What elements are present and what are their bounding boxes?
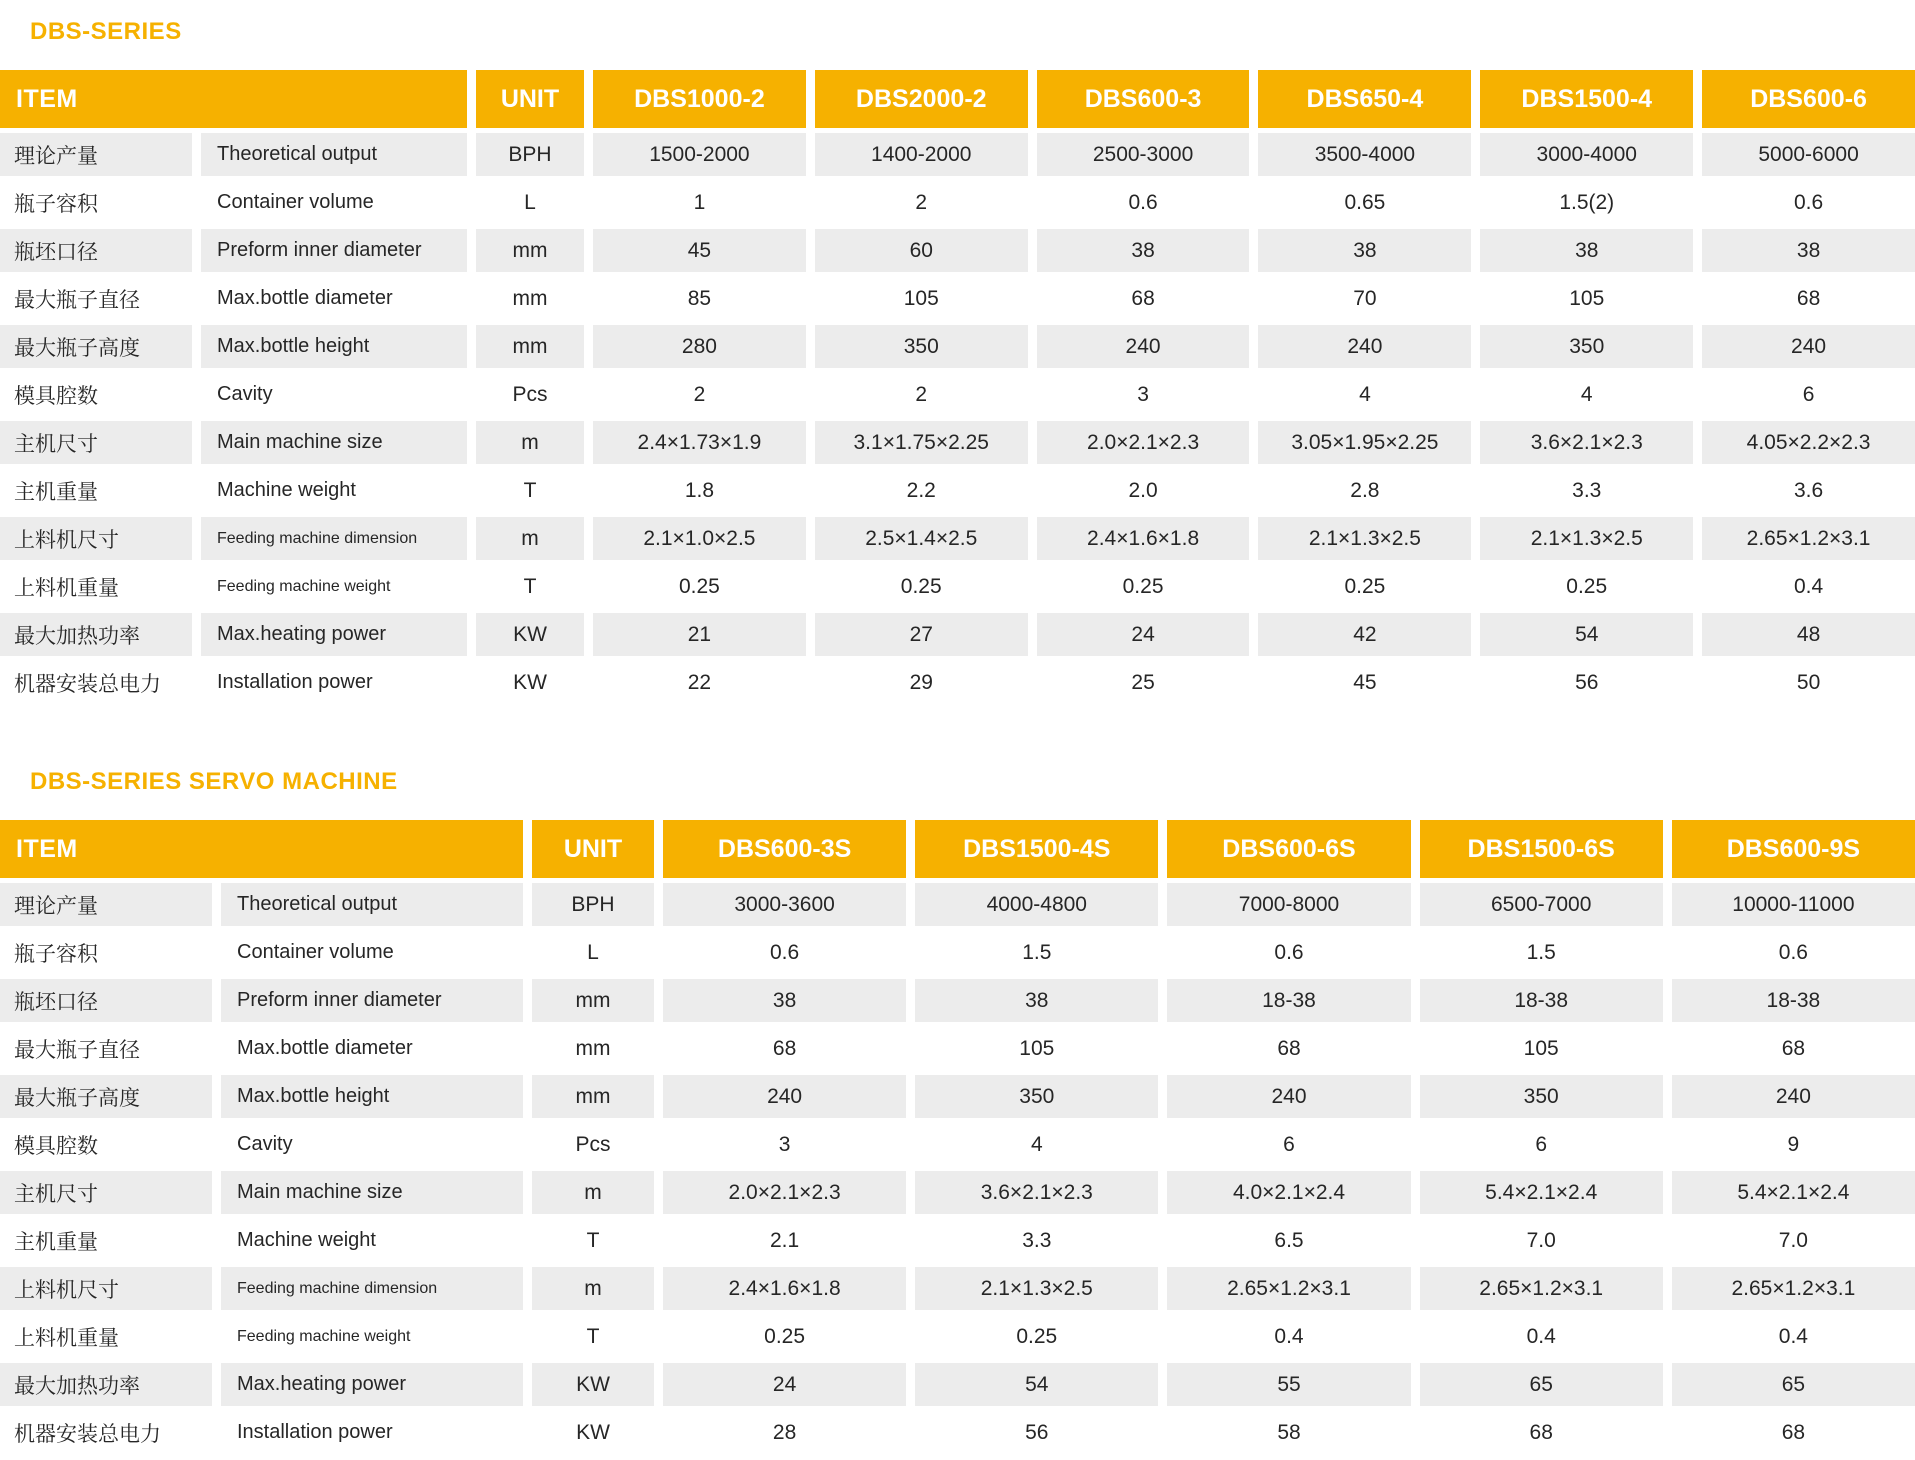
table-row (0, 373, 1915, 416)
spec-value-cell: 0.25 (678, 574, 720, 598)
table-row (0, 1267, 1915, 1310)
spec-value-cell: 105 (1019, 1036, 1055, 1060)
spec-value-cell: 0.4 (1778, 1324, 1808, 1348)
row-label-zh: 理论产量 (0, 133, 192, 176)
spec-value-cell: 6 (1283, 1132, 1295, 1156)
spec-value-cell: 3.1×1.75×2.25 (815, 421, 1028, 464)
spec-value-cell: 4 (1359, 382, 1371, 406)
row-unit: T (523, 478, 537, 502)
spec-value-cell: 3.6×2.1×2.3 (1480, 421, 1693, 464)
model-header-cell: DBS1500-4 (1480, 70, 1693, 128)
spec-value-cell: 2.65×1.2×3.1 (1420, 1267, 1663, 1310)
row-unit: mm (476, 325, 584, 368)
spec-value-cell: 38 (663, 979, 906, 1022)
spec-value-cell: 3000-3600 (663, 883, 906, 926)
table-row (0, 883, 1915, 926)
spec-value-cell: 68 (1781, 1420, 1806, 1444)
row-label-en: Max.heating power (221, 1363, 523, 1406)
spec-value-cell: 0.6 (1128, 190, 1158, 214)
row-unit: KW (513, 670, 547, 694)
table-row (0, 421, 1915, 464)
row-label-zh: 最大瓶子高度 (0, 1075, 212, 1118)
row-label-zh: 上料机重量 (14, 576, 119, 600)
spec-value-cell: 3 (778, 1132, 791, 1156)
table-row (0, 1027, 1915, 1070)
spec-value-cell: 21 (593, 613, 806, 656)
spec-value-cell: 2.0 (1128, 478, 1158, 502)
row-label-zh: 瓶坯口径 (0, 979, 212, 1022)
spec-value-cell: 2.0×2.1×2.3 (1037, 421, 1250, 464)
spec-value-cell: 2.1 (769, 1228, 800, 1252)
row-unit: m (476, 517, 584, 560)
row-label-en: Feeding machine weight (217, 577, 391, 595)
row-label-zh: 最大瓶子直径 (14, 1038, 140, 1062)
row-label-en: Preform inner diameter (221, 979, 523, 1022)
row-label-en: Feeding machine dimension (221, 1267, 523, 1310)
spec-value-cell: 0.25 (1122, 574, 1164, 598)
spec-value-cell: 350 (1420, 1075, 1663, 1118)
spec-value-cell: 68 (1796, 286, 1821, 310)
spec-value-cell: 2.0×2.1×2.3 (663, 1171, 906, 1214)
row-unit: mm (575, 1036, 611, 1060)
row-unit: Pcs (512, 382, 548, 406)
spec-value-cell: 2.1×1.3×2.5 (1480, 517, 1693, 560)
model-header-cell: DBS600-6S (1167, 820, 1410, 878)
spec-value-cell: 7.0 (1778, 1228, 1808, 1252)
spec-value-cell: 0.25 (1344, 574, 1386, 598)
table-row (0, 565, 1915, 608)
row-label-en: Main machine size (201, 421, 467, 464)
spec-value-cell: 2.8 (1350, 478, 1380, 502)
table-row (0, 517, 1915, 560)
row-label-zh: 机器安装总电力 (14, 1422, 161, 1446)
spec-value-cell: 3.3 (1572, 478, 1602, 502)
spec-value-cell: 7.0 (1526, 1228, 1556, 1252)
row-label-en: Main machine size (221, 1171, 523, 1214)
spec-value-cell: 0.4 (1526, 1324, 1556, 1348)
spec-value-cell: 0.65 (1344, 190, 1386, 214)
model-header-cell: DBS600-9S (1672, 820, 1915, 878)
spec-value-cell: 56 (1575, 670, 1599, 694)
spec-value-cell: 5000-6000 (1702, 133, 1915, 176)
item-header-cell: ITEM (0, 820, 523, 878)
spec-value-cell: 4 (1580, 382, 1593, 406)
spec-value-cell: 105 (903, 286, 939, 310)
spec-value-cell: 2 (693, 382, 706, 406)
spec-value-cell: 29 (909, 670, 933, 694)
spec-value-cell: 3.3 (1022, 1228, 1052, 1252)
row-label-zh: 最大瓶子直径 (14, 288, 140, 312)
spec-value-cell: 24 (1037, 613, 1250, 656)
spec-value-cell: 2.65×1.2×3.1 (1702, 517, 1915, 560)
table-row (0, 1123, 1915, 1166)
row-label-en: Container volume (237, 941, 394, 963)
spec-value-cell: 240 (1258, 325, 1471, 368)
spec-value-cell: 0.6 (1793, 190, 1824, 214)
spec-value-cell: 240 (1672, 1075, 1915, 1118)
spec-value-cell: 38 (1702, 229, 1915, 272)
spec-value-cell: 42 (1258, 613, 1471, 656)
spec-value-cell: 3.6 (1793, 478, 1824, 502)
row-label-zh: 上料机尺寸 (0, 517, 192, 560)
table-header-row (0, 820, 1915, 878)
spec-value-cell: 0.25 (1566, 574, 1608, 598)
spec-value-cell: 2.1×1.0×2.5 (593, 517, 806, 560)
spec-value-cell: 38 (1258, 229, 1471, 272)
table-row (0, 229, 1915, 272)
row-label-zh: 最大加热功率 (0, 1363, 212, 1406)
spec-value-cell: 0.25 (1016, 1324, 1058, 1348)
row-label-en: Max.bottle diameter (237, 1037, 413, 1059)
spec-value-cell: 5.4×2.1×2.4 (1420, 1171, 1663, 1214)
model-header-cell: DBS600-6 (1702, 70, 1915, 128)
spec-value-cell: 1.5(2) (1559, 190, 1615, 214)
row-unit: KW (532, 1363, 654, 1406)
row-unit: mm (532, 1075, 654, 1118)
spec-value-cell: 38 (915, 979, 1158, 1022)
model-header-cell: DBS600-3 (1037, 70, 1250, 128)
spec-value-cell: 3 (1137, 382, 1149, 406)
row-label-en: Installation power (237, 1421, 393, 1443)
spec-value-cell: 4.0×2.1×2.4 (1167, 1171, 1410, 1214)
spec-table-dbs-series (0, 70, 1915, 704)
row-label-zh: 最大加热功率 (0, 613, 192, 656)
row-label-zh: 主机尺寸 (0, 1171, 212, 1214)
spec-value-cell: 350 (915, 1075, 1158, 1118)
row-unit: KW (476, 613, 584, 656)
row-label-en: Theoretical output (221, 883, 523, 926)
spec-value-cell: 56 (1025, 1420, 1049, 1444)
spec-table-dbs-servo (0, 820, 1915, 1454)
spec-value-cell: 2.65×1.2×3.1 (1167, 1267, 1410, 1310)
model-header-cell: DBS650-4 (1258, 70, 1471, 128)
spec-value-cell: 3500-4000 (1258, 133, 1471, 176)
model-header-cell: DBS1500-4S (915, 820, 1158, 878)
spec-value-cell: 18-38 (1167, 979, 1410, 1022)
row-label-en: Feeding machine weight (237, 1327, 411, 1345)
row-label-en: Max.bottle height (201, 325, 467, 368)
section-title: DBS-SERIES SERVO MACHINE (30, 768, 398, 795)
model-header-cell: DBS600-3S (663, 820, 906, 878)
row-unit: T (586, 1324, 600, 1348)
spec-value-cell: 240 (1037, 325, 1250, 368)
spec-value-cell: 1.5 (1022, 940, 1052, 964)
spec-value-cell: 240 (663, 1075, 906, 1118)
spec-value-cell: 2 (915, 382, 928, 406)
spec-value-cell: 68 (772, 1036, 797, 1060)
spec-value-cell: 2.65×1.2×3.1 (1672, 1267, 1915, 1310)
spec-value-cell: 0.6 (769, 940, 800, 964)
spec-value-cell: 55 (1167, 1363, 1410, 1406)
row-unit: L (524, 190, 536, 214)
spec-value-cell: 85 (687, 286, 712, 310)
spec-value-cell: 48 (1702, 613, 1915, 656)
row-unit: mm (512, 286, 548, 310)
row-label-en: Max.bottle height (221, 1075, 523, 1118)
spec-value-cell: 1.8 (684, 478, 715, 502)
row-label-zh: 主机重量 (14, 480, 98, 504)
spec-value-cell: 70 (1353, 286, 1377, 310)
unit-header-cell: UNIT (476, 70, 584, 128)
table-row (0, 469, 1915, 512)
spec-value-cell: 0.4 (1274, 1324, 1304, 1348)
spec-value-cell: 0.4 (1793, 574, 1824, 598)
row-label-en: Feeding machine dimension (201, 517, 467, 560)
spec-value-cell: 0.25 (900, 574, 942, 598)
row-unit: m (532, 1171, 654, 1214)
row-label-zh: 模具腔数 (14, 1134, 98, 1158)
spec-value-cell: 105 (1523, 1036, 1559, 1060)
spec-value-cell: 240 (1167, 1075, 1410, 1118)
row-label-en: Max.heating power (201, 613, 467, 656)
unit-header-cell: UNIT (532, 820, 654, 878)
spec-value-cell: 1 (693, 190, 706, 214)
spec-value-cell: 68 (1529, 1420, 1553, 1444)
section-title: DBS-SERIES (30, 18, 182, 45)
row-label-en: Machine weight (217, 479, 356, 501)
spec-value-cell: 65 (1420, 1363, 1663, 1406)
row-unit: L (587, 940, 599, 964)
spec-value-cell: 68 (1131, 286, 1155, 310)
spec-value-cell: 9 (1787, 1132, 1800, 1156)
spec-value-cell: 3.05×1.95×2.25 (1258, 421, 1471, 464)
spec-value-cell: 2500-3000 (1037, 133, 1250, 176)
spec-value-cell: 4000-4800 (915, 883, 1158, 926)
item-header-cell: ITEM (0, 70, 467, 128)
model-header-cell: DBS2000-2 (815, 70, 1028, 128)
row-label-zh: 瓶坯口径 (0, 229, 192, 272)
row-unit: mm (476, 229, 584, 272)
table-row (0, 931, 1915, 974)
table-row (0, 979, 1915, 1022)
spec-value-cell: 6.5 (1274, 1228, 1304, 1252)
row-unit: T (523, 574, 537, 598)
table-row (0, 1411, 1915, 1454)
spec-value-cell: 0.6 (1274, 940, 1304, 964)
spec-value-cell: 3.6×2.1×2.3 (915, 1171, 1158, 1214)
spec-value-cell: 2.5×1.4×2.5 (815, 517, 1028, 560)
row-label-zh: 瓶子容积 (14, 192, 98, 216)
table-row (0, 325, 1915, 368)
row-label-zh: 上料机尺寸 (0, 1267, 212, 1310)
spec-value-cell: 4.05×2.2×2.3 (1702, 421, 1915, 464)
spec-value-cell: 54 (915, 1363, 1158, 1406)
spec-value-cell: 18-38 (1672, 979, 1915, 1022)
table-row (0, 1171, 1915, 1214)
row-label-en: Cavity (237, 1133, 293, 1155)
table-header-row (0, 70, 1915, 128)
spec-value-cell: 22 (687, 670, 712, 694)
row-label-en: Theoretical output (201, 133, 467, 176)
row-unit: m (476, 421, 584, 464)
spec-value-cell: 3000-4000 (1480, 133, 1693, 176)
spec-value-cell: 10000-11000 (1672, 883, 1915, 926)
spec-value-cell: 25 (1131, 670, 1155, 694)
spec-value-cell: 5.4×2.1×2.4 (1672, 1171, 1915, 1214)
table-row (0, 661, 1915, 704)
spec-value-cell: 0.25 (764, 1324, 806, 1348)
spec-value-cell: 6500-7000 (1420, 883, 1663, 926)
spec-value-cell: 350 (1480, 325, 1693, 368)
spec-value-cell: 18-38 (1420, 979, 1663, 1022)
dbs-series-section (0, 0, 1915, 704)
table-row (0, 613, 1915, 656)
row-unit: BPH (476, 133, 584, 176)
spec-value-cell: 54 (1480, 613, 1693, 656)
row-unit: KW (576, 1420, 610, 1444)
spec-value-cell: 2.4×1.6×1.8 (1037, 517, 1250, 560)
row-label-zh: 瓶子容积 (14, 942, 98, 966)
model-header-cell: DBS1500-6S (1420, 820, 1663, 878)
row-label-en: Cavity (217, 383, 273, 405)
spec-value-cell: 2.4×1.73×1.9 (593, 421, 806, 464)
spec-value-cell: 28 (772, 1420, 797, 1444)
table-row (0, 1315, 1915, 1358)
table-row (0, 1075, 1915, 1118)
table-row (0, 181, 1915, 224)
row-label-zh: 理论产量 (0, 883, 212, 926)
row-unit: BPH (532, 883, 654, 926)
row-label-en: Machine weight (237, 1229, 376, 1251)
row-label-en: Max.bottle diameter (217, 287, 393, 309)
spec-value-cell: 4 (1030, 1132, 1043, 1156)
row-label-en: Installation power (217, 671, 373, 693)
spec-value-cell: 2.1×1.3×2.5 (915, 1267, 1158, 1310)
row-unit: m (532, 1267, 654, 1310)
spec-value-cell: 6 (1802, 382, 1815, 406)
row-unit: Pcs (575, 1132, 611, 1156)
dbs-servo-section (0, 768, 1915, 1454)
spec-value-cell: 1.5 (1526, 940, 1556, 964)
row-label-zh: 机器安装总电力 (14, 672, 161, 696)
spec-value-cell: 2.4×1.6×1.8 (663, 1267, 906, 1310)
spec-value-cell: 58 (1277, 1420, 1301, 1444)
row-label-zh: 主机重量 (14, 1230, 98, 1254)
spec-value-cell: 65 (1672, 1363, 1915, 1406)
table-row (0, 133, 1915, 176)
row-label-en: Preform inner diameter (201, 229, 467, 272)
model-header-cell: DBS1000-2 (593, 70, 806, 128)
spec-value-cell: 0.6 (1778, 940, 1808, 964)
spec-value-cell: 27 (815, 613, 1028, 656)
row-unit: T (586, 1228, 600, 1252)
spec-value-cell: 1400-2000 (815, 133, 1028, 176)
table-row (0, 1219, 1915, 1262)
spec-value-cell: 68 (1277, 1036, 1301, 1060)
spec-value-cell: 2 (915, 190, 928, 214)
spec-value-cell: 68 (1781, 1036, 1806, 1060)
spec-value-cell: 45 (593, 229, 806, 272)
spec-value-cell: 50 (1796, 670, 1821, 694)
spec-value-cell: 1500-2000 (593, 133, 806, 176)
table-row (0, 277, 1915, 320)
table-row (0, 1363, 1915, 1406)
spec-value-cell: 280 (593, 325, 806, 368)
spec-value-cell: 38 (1037, 229, 1250, 272)
row-label-en: Container volume (217, 191, 374, 213)
spec-value-cell: 45 (1353, 670, 1377, 694)
row-unit: mm (532, 979, 654, 1022)
spec-value-cell: 105 (1569, 286, 1605, 310)
spec-value-cell: 7000-8000 (1167, 883, 1410, 926)
spec-value-cell: 240 (1702, 325, 1915, 368)
spec-value-cell: 2.1×1.3×2.5 (1258, 517, 1471, 560)
row-label-zh: 主机尺寸 (0, 421, 192, 464)
spec-value-cell: 60 (815, 229, 1028, 272)
spec-value-cell: 2.2 (906, 478, 936, 502)
row-label-zh: 上料机重量 (14, 1326, 119, 1350)
spec-value-cell: 6 (1535, 1132, 1548, 1156)
spec-value-cell: 38 (1480, 229, 1693, 272)
spec-value-cell: 350 (815, 325, 1028, 368)
row-label-zh: 最大瓶子高度 (0, 325, 192, 368)
row-label-zh: 模具腔数 (14, 384, 98, 408)
spec-value-cell: 24 (663, 1363, 906, 1406)
